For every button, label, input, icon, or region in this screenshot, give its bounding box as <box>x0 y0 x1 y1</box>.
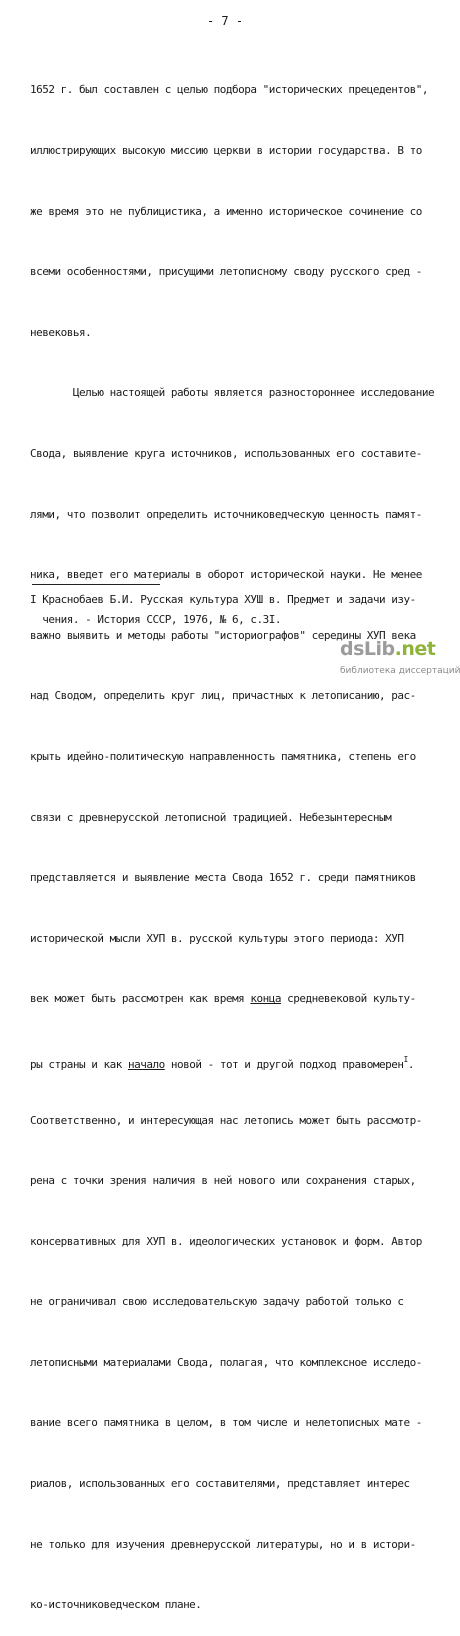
text-line: ко-источниковедческом плане. <box>30 1598 202 1612</box>
text-line: не ограничивал свою исследовательскую задачу работой только с <box>30 1295 404 1309</box>
underlined-word: начало <box>127 1057 165 1071</box>
text-line <box>30 1050 440 1070</box>
watermark-logo-accent: .net <box>394 638 436 660</box>
text-segment: ры страны и как <box>30 1057 128 1071</box>
text-line: представляется и выявление места Свода 1652 г. среди памятников <box>30 871 416 885</box>
text-line: невековья. <box>30 325 92 339</box>
text-line: важно выявить и методы работы "историографов" середины ХУП века <box>30 628 416 642</box>
text-line: Целью настоящей работы является разностороннее исследование <box>30 386 435 400</box>
text-line: всеми особенностями, присущими летописному своду русского сред - <box>30 265 422 279</box>
text-line: крыть идейно-политическую направленность памятника, степень его <box>30 749 416 763</box>
text-line: лями, что позволит определить источниковедческую ценность памят- <box>30 507 422 521</box>
text-segment: новой - тот и другой подход правомерен <box>164 1057 404 1071</box>
watermark-subtitle: библиотека диссертаций <box>340 666 460 676</box>
text-line: связи с древнерусской летописной традицией. Небезынтересным <box>30 810 392 824</box>
text-line <box>30 989 440 1009</box>
text-line: летописными материалами Свода, полагая, что комплексное исследо- <box>30 1355 422 1369</box>
text-line: 1652 г. был составлен с целью подбора "исторических прецедентов", <box>30 83 428 97</box>
page-number: - 7 - <box>206 14 244 28</box>
watermark <box>340 638 460 686</box>
text-line: же время это не публицистика, а именно историческое сочинение со <box>30 204 422 218</box>
text-line: Соответственно, и интересующая нас летопись может быть рассмотр- <box>30 1113 422 1127</box>
watermark-logo <box>340 638 435 660</box>
text-line: иллюстрирующих высокую миссию церкви в истории государства. В то <box>30 144 422 157</box>
text-line: не только для изучения древнерусской литературы, но и в истори- <box>30 1537 416 1551</box>
footnote-line: чения. - История СССР, 1976, № 6, с.3I. <box>30 613 282 626</box>
footnote-reference[interactable]: I <box>403 1054 408 1064</box>
watermark-logo-main: dsLib <box>340 638 395 660</box>
text-line: риалов, использованных его составителями, представляет интерес <box>30 1477 410 1491</box>
footnote-line: Краснобаев Б.И. Русская культура ХУШ в. Предмет и задачи изу- <box>36 593 416 606</box>
text-segment: век может быть рассмотрен как время <box>30 992 251 1006</box>
text-line: над Сводом, определить круг лиц, причастных к летописанию, рас- <box>30 689 416 703</box>
text-line: рена с точки зрения наличия в ней нового или сохранения старых, <box>30 1174 416 1188</box>
text-segment: средневековой культу- <box>281 992 416 1006</box>
text-line: консервативных для ХУП в. идеологических установок и форм. Автор <box>30 1234 422 1248</box>
underlined-word: конца <box>250 992 282 1006</box>
text-segment: . <box>407 1057 414 1071</box>
text-line: исторической мысли ХУП в. русской культуры этого периода: ХУП <box>30 931 404 945</box>
body-text <box>30 40 440 1636</box>
footnote-mark: I <box>30 593 37 606</box>
footnote-divider <box>32 584 160 585</box>
text-line: Свода, выявление круга источников, использованных его составите- <box>30 446 422 460</box>
footnote <box>30 590 440 630</box>
text-line: вание всего памятника в целом, в том числе и нелетописных мате - <box>30 1416 422 1430</box>
text-line: ника, введет его материалы в оборот исторической науки. Не менее <box>30 568 422 582</box>
